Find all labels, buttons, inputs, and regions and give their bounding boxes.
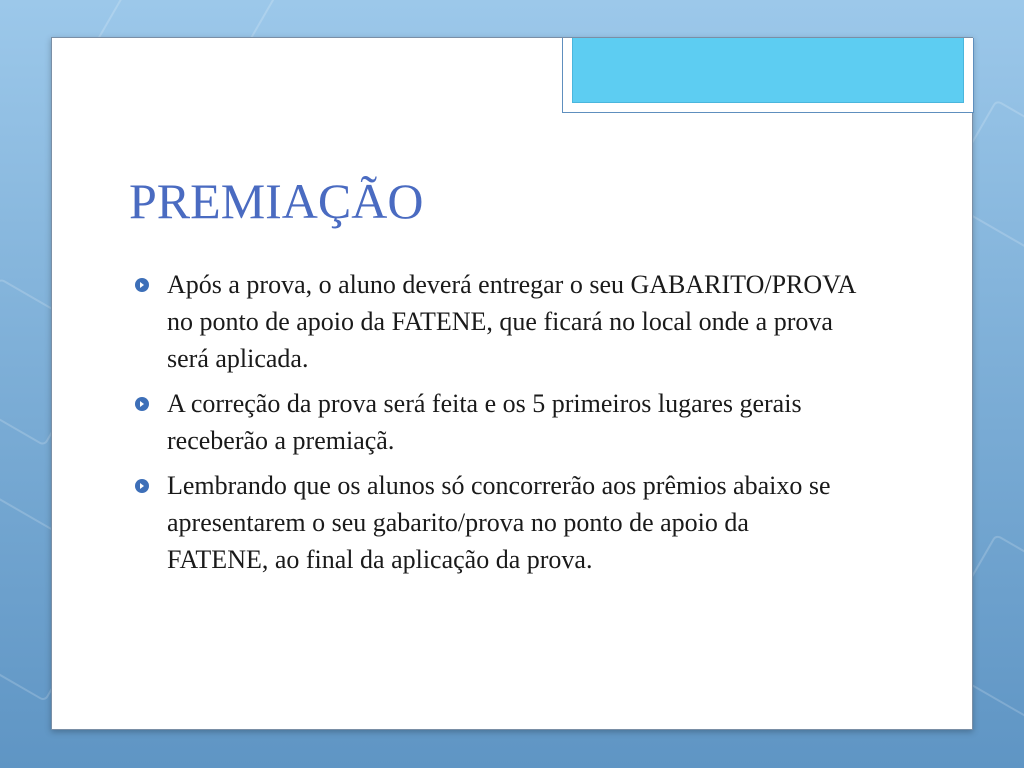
slide-header-tab-fill — [572, 38, 964, 103]
bullet-list — [135, 266, 855, 586]
bullet-item — [135, 467, 855, 578]
circle-arrow-icon — [135, 479, 149, 493]
slide-title: PREMIAÇÃO — [129, 173, 424, 229]
slide-header-tab — [562, 38, 974, 113]
circle-arrow-icon — [135, 278, 149, 292]
bullet-text: Após a prova, o aluno deverá entregar o seu GABARITO/PROVA no ponto de apoio da FATENE, que ficará no local onde a prova será aplicada. — [167, 270, 855, 373]
bullet-item — [135, 266, 855, 377]
bullet-item — [135, 385, 855, 459]
bullet-text: Lembrando que os alunos só concorrerão aos prêmios abaixo se apresentarem o seu gabarito/prova no ponto de apoio da FATENE, ao final da aplicação da prova. — [167, 471, 831, 574]
bullet-text: A correção da prova será feita e os 5 primeiros lugares gerais receberão a premiaçã. — [167, 389, 802, 455]
circle-arrow-icon — [135, 397, 149, 411]
